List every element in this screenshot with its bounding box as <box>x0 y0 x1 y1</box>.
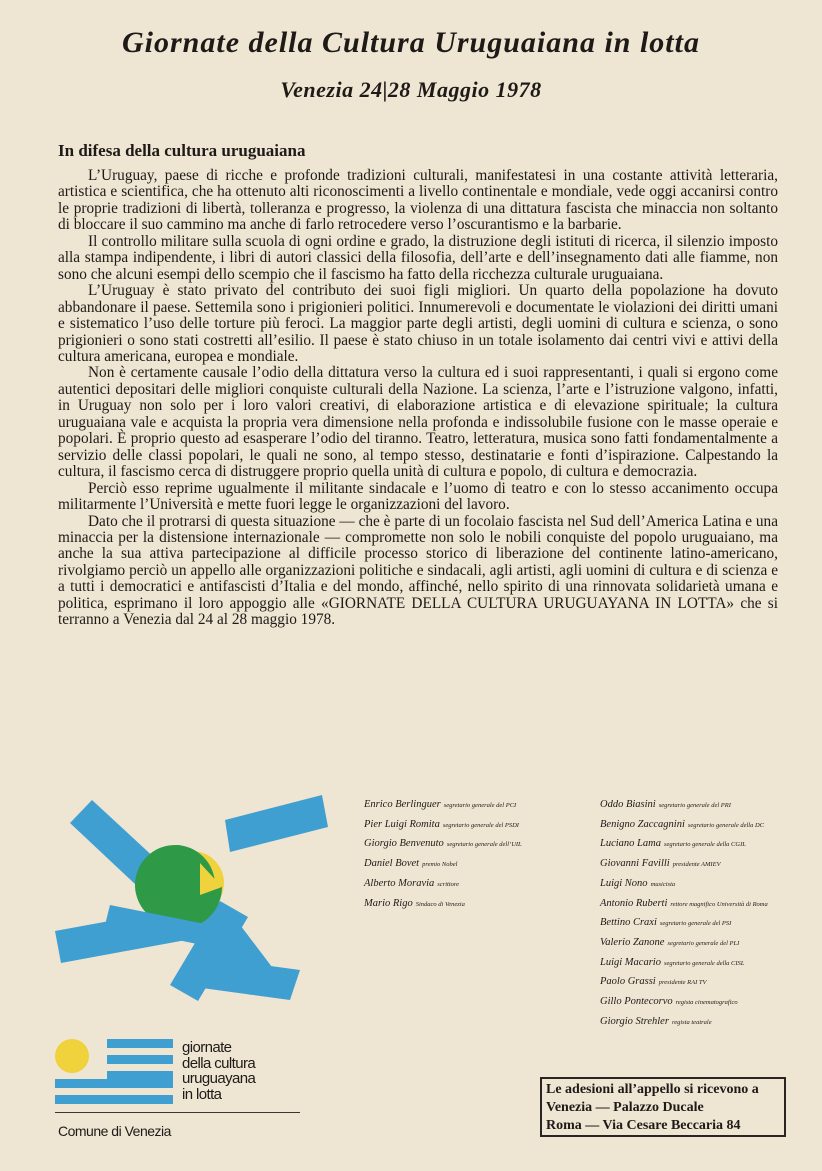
brand-wordmark: giornate della cultura uruguayana in lotta <box>182 1039 256 1103</box>
signatory: Paolo Grassi presidente RAI TV <box>600 976 707 988</box>
signatory: Valerio Zanone segretario generale del PLI <box>600 936 740 948</box>
contact-box: Le adesioni all’appello si ricevono a Venezia — Palazzo Ducale Roma — Via Cesare Beccaria 84 <box>540 1077 786 1137</box>
paragraph: L’Uruguay è stato privato del contributo dei suoi figli migliori. Un quarto della popolazione ha dovuto abbandonare il paese. Settemila sono i prigionieri politici. Innumerevoli e documentate le violazioni dei diritti umani e sistematico l’uso delle torture più feroci. La maggior parte degli artisti, degli uomini di cultura e scienza, o sono prigionieri o sono stati costretti all’esilio. Il paese è stato chiuso in un totale isolamento dai centri vivi e attivi della cultura americana, europea e mondiale. <box>58 282 778 365</box>
signatory: Enrico Berlinguer segretario generale del PCI <box>364 799 517 810</box>
signatory: Benigno Zaccagnini segretario generale della DC <box>600 818 764 830</box>
signatory: Mario Rigo Sindaco di Venezia <box>364 897 465 909</box>
article-heading: In difesa della cultura uruguaiana <box>58 141 306 160</box>
signatory: Gillo Pontecorvo regista cinematografico <box>600 996 738 1008</box>
signatories-right <box>600 796 815 1032</box>
signatory: Luigi Macario segretario generale della CISL <box>600 956 745 968</box>
signatories-left <box>364 796 604 914</box>
paragraph: Il controllo militare sulla scuola di ogni ordine e grado, la distruzione degli istituti di ricerca, il silenzio imposto alla stampa indipendente, i libri di autori classici della filosofia, dell’arte e dell’insegnamento dati alle fiamme, non sono che alcuni esempi dello scempio che il fascismo ha fatto della ricchezza culturale uruguaiana. <box>58 232 778 283</box>
signatory: Alberto Moravia scrittore <box>364 877 460 889</box>
paragraph: Non è certamente causale l’odio della dittatura verso la cultura ed i suoi rappresentanti, i quali si ergono come autentici depositari delle migliori conquiste culturali della Nazione. La scienza, l’arte e l’istruzione valgono, infatti, in Uruguay non solo per i loro valori creativi, di elaborazione artistica e di elevazione spirituale; la cultura uruguaiana vale e acquista la propria vera dimensione nella profonda e indissolubile fusione con le masse operaie e popolari. È proprio questo ad esasperare l’odio del tiranno. Teatro, letteratura, musica sono fatti fondamentalmente a servizio delle classi popolari, le quali ne sono, al tempo stesso, destinatarie e fonti d’ispirazione. Calpestando la cultura, il fascismo cerca di distruggere proprio quella unità di cultura e popolo, di cultura e democrazia. <box>58 364 778 481</box>
signatory: Giorgio Benvenuto segretario generale dell’UIL <box>364 838 522 850</box>
flag-brand-mark <box>55 1035 305 1115</box>
signatory: Luciano Lama segretario generale della CGIL <box>600 838 746 850</box>
page-title: Giornate della Cultura Uruguaiana in lotta <box>122 26 700 59</box>
article-body <box>58 168 778 629</box>
paragraph: Dato che il protrarsi di questa situazione — che è parte di un focolaio fascista nel Sud dell’America Latina e una minaccia per la distensione internazionale — compromette non solo le nobili conquiste del popolo uruguaiano, ma anche la sua attiva partecipazione al difficile processo storico di liberazione del continente latino-americano, rivolgiamo perciò un appello alle organizzazioni politiche e sindacali, agli artisti, agli uomini di cultura e di scienza e a tutti i democratici e antifascisti d’Italia e del mondo, affinché, nello spirito di una rinnovata solidarietà umana e politica, esprimano il loro appoggio alle «GIORNATE DELLA CULTURA URUGUAYANA IN LOTTA» che si terranno a Venezia dal 24 al 28 maggio 1978. <box>58 512 778 629</box>
signatory: Oddo Biasini segretario generale del PRI <box>600 799 731 810</box>
signatory: Antonio Ruberti rettore magnifico Università di Roma <box>600 897 768 909</box>
sun-star-logo <box>50 795 340 1025</box>
signatory: Giorgio Strehler regista teatrale <box>600 1015 712 1027</box>
sponsor-label: Comune di Venezia <box>58 1123 171 1139</box>
signatory: Giovanni Favilli presidente AMIEV <box>600 858 721 870</box>
signatory: Luigi Nono musicista <box>600 877 676 889</box>
divider <box>55 1112 300 1113</box>
paragraph: L’Uruguay, paese di ricche e profonde tradizioni culturali, manifestatesi in una costante attività letteraria, artistica e scientifica, che ha ottenuto alti riconoscimenti a livello continentale e mondiale, vede oggi accanirsi contro le proprie tradizioni di libertà, tolleranza e progresso, la violenza di una dittatura fascista che minaccia non soltanto di bloccare il suo cammino ma anche di farlo retrocedere verso l’oscurantismo e la barbarie. <box>58 167 778 234</box>
signatory: Pier Luigi Romita segretario generale del PSDI <box>364 818 519 830</box>
signatory: Bettino Craxi segretario generale del PSI <box>600 917 732 929</box>
signatory: Daniel Bovet premio Nobel <box>364 858 458 870</box>
paragraph: Perciò esso reprime ugualmente il militante sindacale e l’uomo di teatro e con lo stesso accanimento occupa militarmente l’Università e mette fuori legge le organizzazioni del lavoro. <box>58 479 778 514</box>
event-dates: Venezia 24|28 Maggio 1978 <box>280 77 542 102</box>
